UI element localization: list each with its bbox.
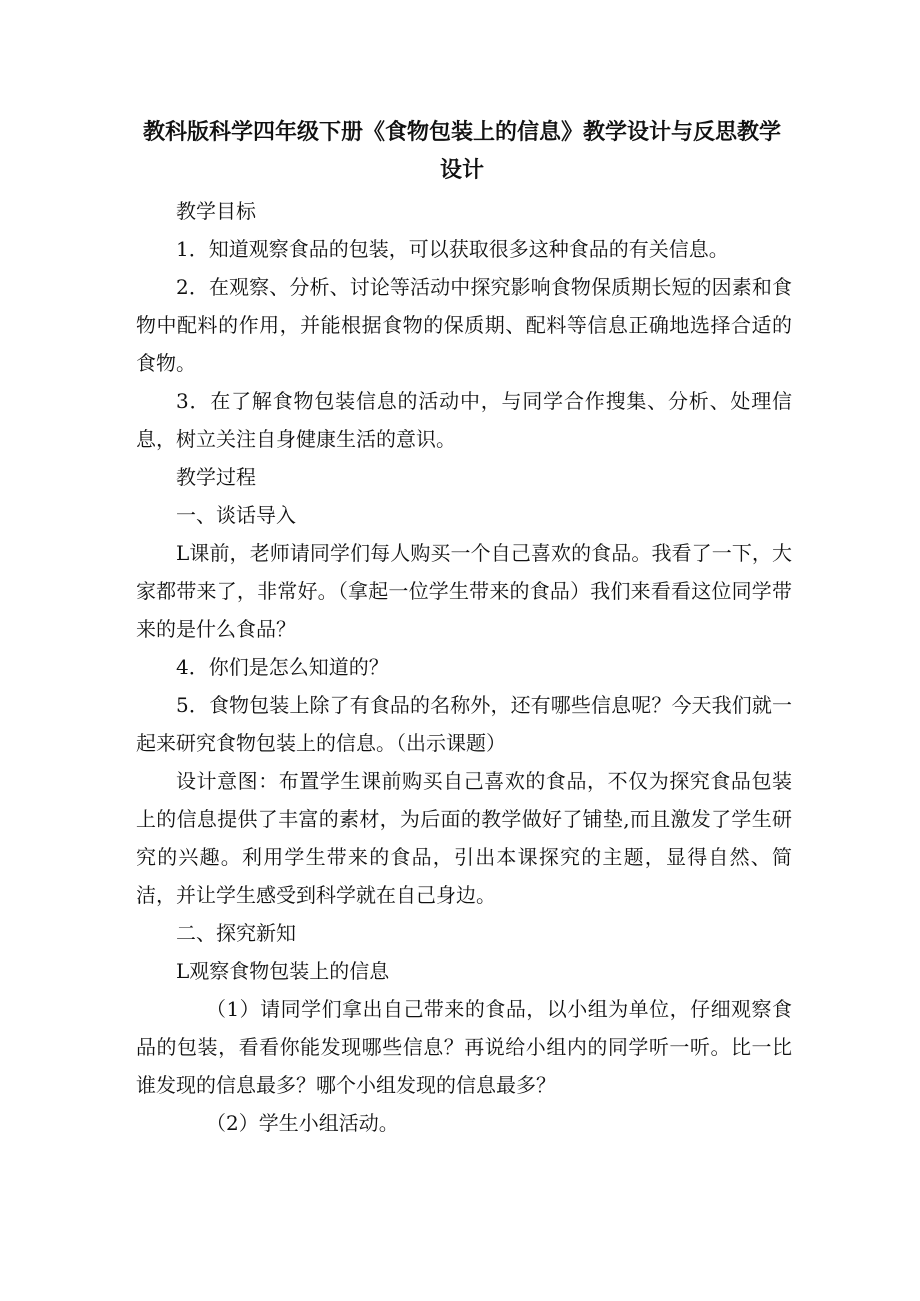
goal-item-1: 1．知道观察食品的包装，可以获取很多这种食品的有关信息。: [176, 237, 729, 261]
paragraph-intro-5: 5．食物包装上除了有食品的名称外，还有哪些信息呢？今天我们就一起来研究食物包装上的信息。（出示课题）: [136, 693, 792, 755]
paragraph-intro-1: L课前，老师请同学们每人购买一个自己喜欢的食品。我看了一下，大家都带来了，非常好。（拿起一位学生带来的食品）我们来看看这位同学带来的是什么食品？: [136, 541, 792, 641]
goal-item-2: 2．在观察、分析、讨论等活动中探究影响食物保质期长短的因素和食物中配料的作用，并能根据食物的保质期、配料等信息正确地选择合适的食物。: [136, 275, 792, 375]
document-body: [136, 192, 792, 1142]
paragraph-observe-2: （2）学生小组活动。: [206, 1111, 399, 1135]
paragraph-observe-1: （1）请同学们拿出自己带来的食品，以小组为单位，仔细观察食品的包装，看看你能发现哪些信息？再说给小组内的同学听一听。比一比谁发现的信息最多？哪个小组发现的信息最多？: [136, 997, 792, 1097]
paragraph-intro-4: 4．你们是怎么知道的？: [176, 655, 389, 679]
paragraph-design-intent: 设计意图：布置学生课前购买自己喜欢的食品，不仅为探究食品包装上的信息提供了丰富的素材，为后面的教学做好了铺垫,而且激发了学生研究的兴趣。利用学生带来的食品，引出本课探究的主题，显得自然、简洁，并让学生感受到科学就在自己身边。: [136, 769, 792, 907]
section-heading-intro: 一、谈话导入: [176, 503, 296, 527]
document-title: 教科版科学四年级下册《食物包装上的信息》教学设计与反思教学设计: [142, 120, 781, 183]
paragraph-observe-heading: L观察食物包装上的信息: [176, 959, 390, 983]
goal-item-3: 3．在了解食物包装信息的活动中，与同学合作搜集、分析、处理信息，树立关注自身健康生活的意识。: [136, 389, 792, 451]
heading-teaching-process: 教学过程: [176, 465, 256, 489]
heading-teaching-goals: 教学目标: [176, 199, 256, 223]
section-heading-explore: 二、探究新知: [176, 921, 296, 945]
